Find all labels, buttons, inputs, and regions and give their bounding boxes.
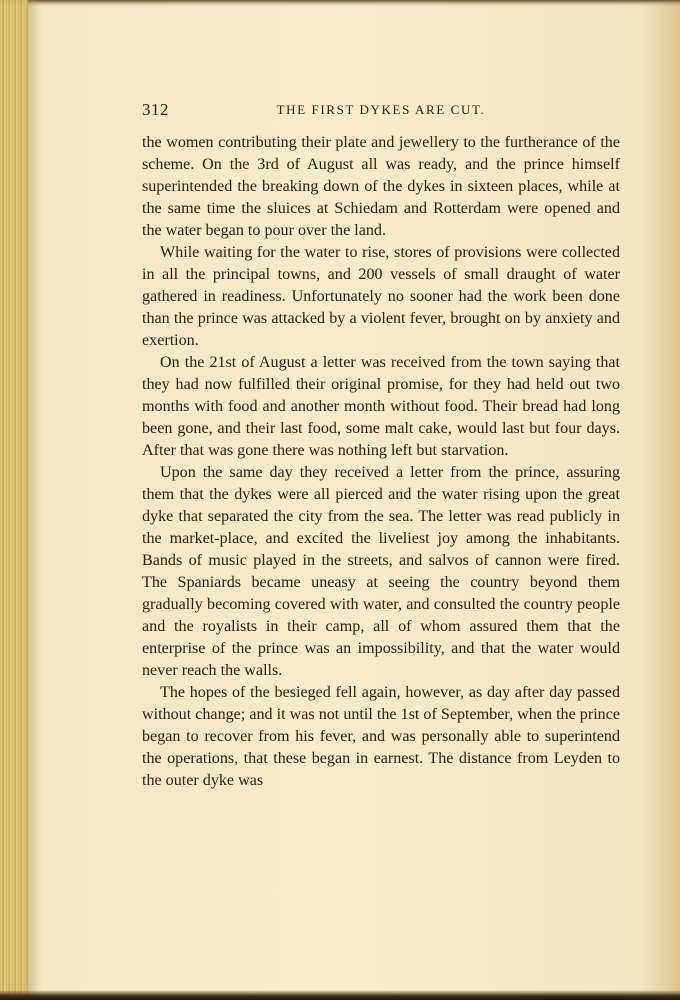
running-title: THE FIRST DYKES ARE CUT. xyxy=(276,102,486,117)
body-text xyxy=(142,132,620,792)
page-number: 312 xyxy=(142,100,169,119)
paragraph-2: While waiting for the water to rise, stores of provisions were collected in all the principal towns, and 200 vessels of small draught of water gathered in readiness. Unfortunately no sooner had the work been done than the prince was attacked by a violent fever, brought on by anxiety and exertion. xyxy=(142,244,620,349)
paragraph-1: the women contributing their plate and jewellery to the furtherance of the scheme. On the 3rd of August all was ready, and the prince himself superintended the breaking down of the dykes in sixteen places, while at the same time the sluices at Schiedam and Rotterdam were opened and the water began to pour over the land. xyxy=(142,134,620,239)
page-header xyxy=(142,100,620,124)
paragraph-4: Upon the same day they received a letter from the prince, assuring them that the dykes were all pierced and the water rising upon the great dyke that separated the city from the sea. The letter was read publicly in the market-place, and excited the liveliest joy among the inhabitants. Bands of music played in the streets, and salvos of cannon were fired. The Spaniards became uneasy at seeing the country beyond them gradually becoming covered with water, and consulted the country people and the royalists in their camp, all of whom assured them that the enterprise of the prince was an impossibility, and that the water would never reach the walls. xyxy=(142,464,620,679)
page-stack-edge xyxy=(0,0,28,1000)
gutter-shade xyxy=(28,0,42,1000)
page-top-shadow xyxy=(0,0,680,6)
paragraph-3: On the 21st of August a letter was received from the town saying that they had now fulfilled their original promise, for they had held out two months with food and another month without food. Their bread had long been gone, and their last food, some malt cake, would last but four days. After that was gone there was nothing left but starvation. xyxy=(142,354,620,459)
paragraph-5: The hopes of the besieged fell again, however, as day after day passed without change; and it was not until the 1st of September, when the prince began to recover from his fever, and was personally able to superintend the operations, that these began in earnest. The distance from Leyden to the outer dyke was xyxy=(142,684,620,789)
page-bottom-edge xyxy=(0,990,680,1000)
